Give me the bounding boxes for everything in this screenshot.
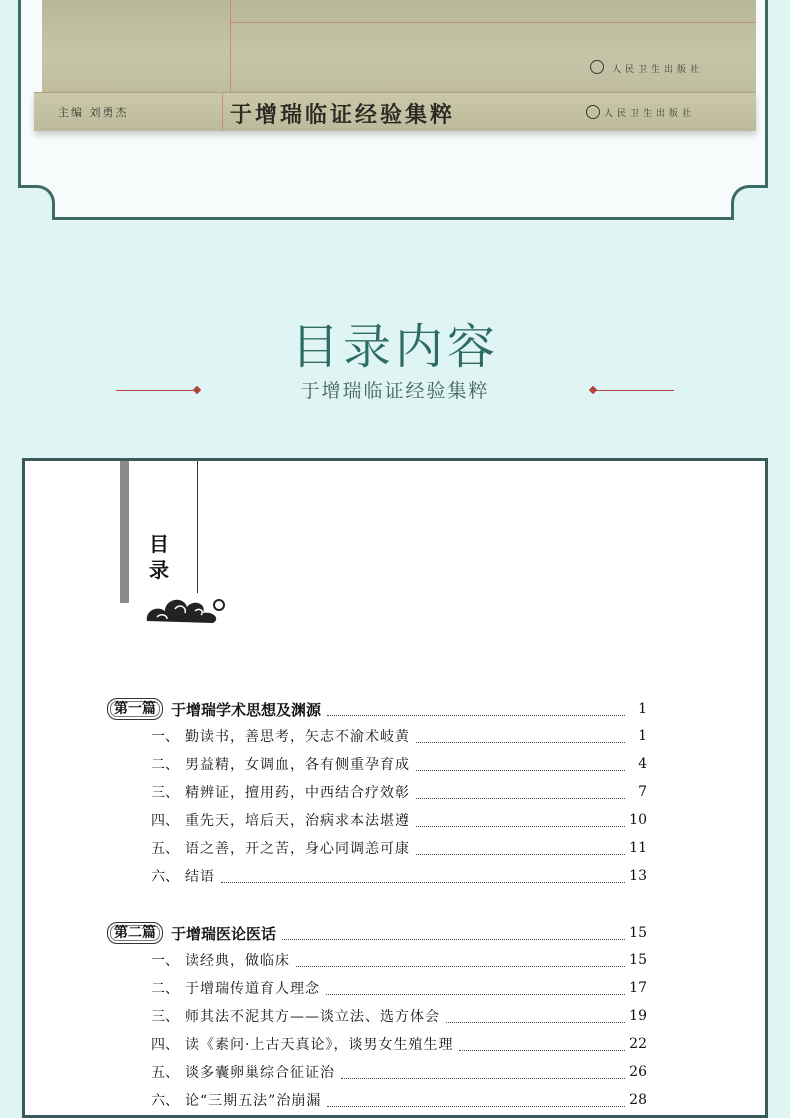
leader-dots [416,730,625,743]
page-number: 1 [638,728,647,744]
section-title: 于增瑞医论医话 [171,924,277,943]
page-subtitle: 于增瑞临证经验集粹 [300,380,490,402]
item-number: 五、 [151,1065,179,1081]
item-title: 于增瑞传道育人理念 [185,981,320,997]
item-title: 精辨证，擅用药，中西结合疗效彰 [185,785,410,801]
page-title: 目录内容 [290,319,499,375]
toc-item[interactable] [107,834,647,862]
toc-section-2 [107,920,647,1114]
item-number: 一、 [151,953,179,969]
toc-item[interactable] [107,1058,647,1086]
item-number: 二、 [151,757,179,773]
toc-section-1 [107,696,647,890]
page-number: 15 [629,952,647,968]
item-title: 谈多囊卵巢综合征证治 [185,1065,335,1081]
toc-item[interactable] [107,1086,647,1114]
leader-dots [446,1010,625,1023]
toc-item[interactable] [107,750,647,778]
section-badge: 第一篇 [107,698,163,720]
item-title: 师其法不泥其方——谈立法、选方体会 [185,1009,440,1025]
page-number: 11 [629,840,647,856]
page-number: 10 [629,812,647,828]
item-title: 勤读书，善思考，矢志不渝术岐黄 [185,729,410,745]
toc-label: 目录 [149,532,169,582]
toc-item[interactable] [107,1030,647,1058]
item-number: 三、 [151,1009,179,1025]
cover-publisher-text: 人民卫生出版社 [612,65,704,75]
item-title: 结语 [185,869,215,885]
leader-dots [416,842,625,855]
book-cover [42,0,756,92]
page-number: 15 [629,925,647,941]
page-number: 22 [629,1036,647,1052]
item-title: 论“三期五法”治崩漏 [185,1093,322,1109]
toc-item[interactable] [107,806,647,834]
publisher-logo-icon [590,60,604,74]
decorative-line [197,461,198,593]
leader-dots [416,814,625,827]
divider-right [592,390,674,391]
leader-dots [221,870,625,883]
toc-item[interactable] [107,862,647,890]
item-number: 二、 [151,981,179,997]
item-number: 四、 [151,1037,179,1053]
leader-dots [327,1094,625,1107]
page-number: 26 [629,1064,647,1080]
decorative-bar [120,461,129,603]
book-image [34,0,756,130]
toc-item[interactable] [107,778,647,806]
item-number: 四、 [151,813,179,829]
section-title: 于增瑞学术思想及渊源 [171,700,322,719]
page-number: 17 [629,980,647,996]
toc-item[interactable] [107,722,647,750]
page-number: 28 [629,1092,647,1108]
auspicious-cloud-icon [143,591,227,631]
page-number: 13 [629,868,647,884]
page-number: 1 [638,701,647,717]
page-number: 7 [638,784,647,800]
spine-publisher-logo-icon [586,105,600,119]
leader-dots [326,982,625,995]
leader-dots [327,703,625,716]
item-title: 男益精，女调血，各有侧重孕育成 [185,757,410,773]
item-title: 语之善，开之苦，身心同调恙可康 [185,841,410,857]
item-title: 读经典，做临床 [185,953,290,969]
toc-panel [22,458,768,1118]
item-title: 读《素问·上古天真论》，谈男女生殖生理 [185,1037,454,1053]
spine-title: 于增瑞临证经验集粹 [230,102,456,128]
section-badge: 第二篇 [107,922,163,944]
section-heading-row[interactable] [107,696,647,722]
leader-dots [341,1066,625,1079]
leader-dots [416,758,625,771]
item-title: 重先天，培后天，治病求本法堪遵 [185,813,410,829]
frame-corner-left [18,185,55,220]
item-number: 五、 [151,841,179,857]
leader-dots [459,1038,625,1051]
spine-red-line [222,93,223,131]
item-number: 三、 [151,785,179,801]
item-number: 六、 [151,1093,179,1109]
spine-author: 主编 刘勇杰 [58,106,129,119]
toc-item[interactable] [107,946,647,974]
toc-item[interactable] [107,974,647,1002]
section-heading-row[interactable] [107,920,647,946]
leader-dots [296,954,625,967]
leader-dots [416,786,625,799]
leader-dots [282,927,625,940]
page-number: 19 [629,1008,647,1024]
item-number: 六、 [151,869,179,885]
spine-publisher-text: 人民卫生出版社 [604,109,696,119]
toc-item[interactable] [107,1002,647,1030]
frame-corner-right [731,185,768,220]
page-number: 4 [638,756,647,772]
item-number: 一、 [151,729,179,745]
book-spine [34,92,756,131]
